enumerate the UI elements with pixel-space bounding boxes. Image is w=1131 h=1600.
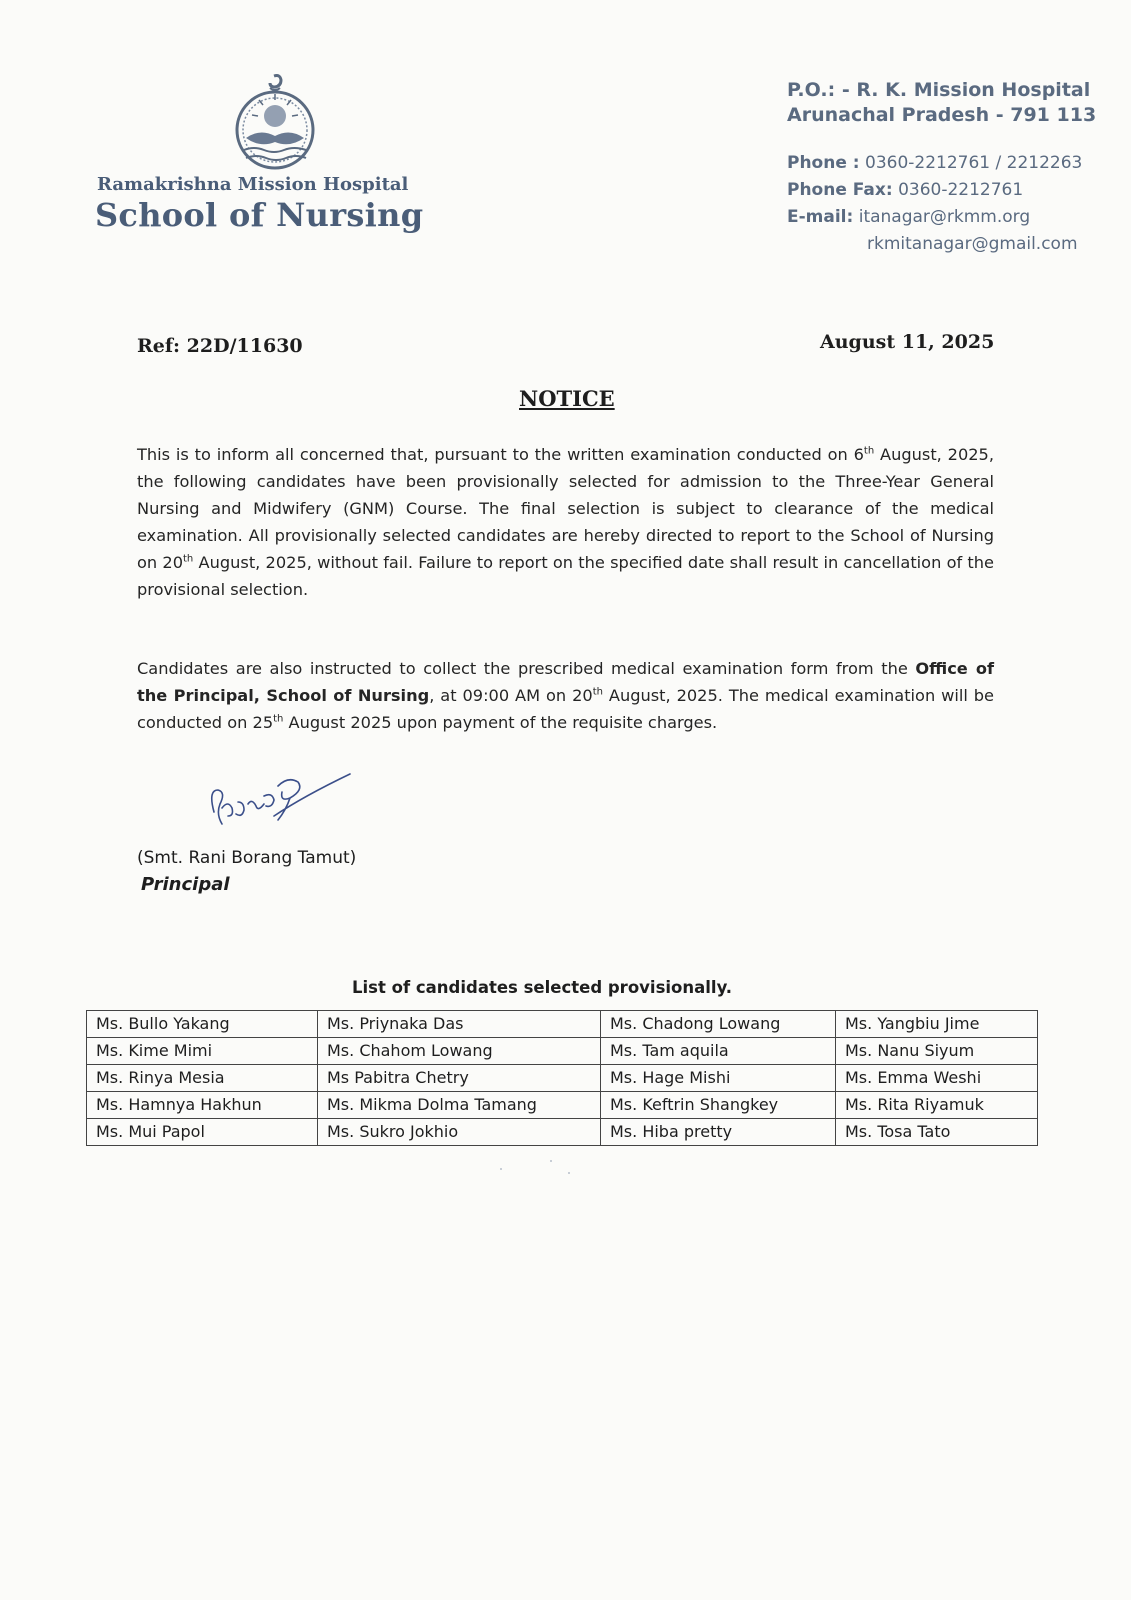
scan-speck xyxy=(500,1168,502,1170)
candidate-name-cell: Ms Pabitra Chetry xyxy=(318,1065,601,1092)
p1-text-a: This is to inform all concerned that, pursuant to the written examination conducted on 6 xyxy=(137,445,864,464)
candidates-list-title: List of candidates selected provisionally. xyxy=(352,978,733,997)
school-name: School of Nursing xyxy=(95,196,424,234)
candidate-name-cell: Ms. Tam aquila xyxy=(601,1038,836,1065)
signer-name: (Smt. Rani Borang Tamut) xyxy=(137,848,357,868)
p2-text-c: August, 2025. The medical examination will be conducted on 25 xyxy=(137,686,995,732)
candidate-name-cell: Ms. Emma Weshi xyxy=(836,1065,1038,1092)
phone-label: Phone : xyxy=(787,153,860,173)
p1-text-b: August, 2025, the following candidates have been provisionally selected for admission to the Three-Year General Nursing and Midwifery (GNM) Course. The final selection is subject to clearance of the medical examination. All provisionally selected candidates are hereby directed to report to the School of Nursing on 20 xyxy=(137,445,994,572)
table-row xyxy=(87,1092,1038,1119)
scan-speck xyxy=(550,1160,552,1162)
candidate-name-cell: Ms. Chahom Lowang xyxy=(318,1038,601,1065)
org-name: Ramakrishna Mission Hospital xyxy=(97,174,409,195)
postal-line-2: Arunachal Pradesh - 791 113 xyxy=(787,104,1097,126)
phone-row xyxy=(787,150,1107,177)
signer-title: Principal xyxy=(141,874,230,895)
notice-paragraph-2 xyxy=(137,655,994,736)
candidate-name-cell: Ms. Rinya Mesia xyxy=(87,1065,318,1092)
p1-sup-1: th xyxy=(863,445,875,457)
email-value-1: itanagar@rkmm.org xyxy=(858,207,1031,227)
email-label: E-mail: xyxy=(787,207,854,227)
candidate-name-cell: Ms. Mui Papol xyxy=(87,1119,318,1146)
p2-sup-1: th xyxy=(592,686,603,698)
p2-text-b: , at 09:00 AM on 20 xyxy=(429,686,593,705)
contact-block xyxy=(787,78,1107,258)
p2-text-a: Candidates are also instructed to collect the prescribed medical examination form from the xyxy=(137,659,916,678)
candidate-name-cell: Ms. Bullo Yakang xyxy=(87,1011,318,1038)
p2-bold-office: Office of the Principal, School of Nursing xyxy=(137,659,995,705)
table-row xyxy=(87,1011,1038,1038)
scan-speck xyxy=(568,1172,570,1174)
candidate-name-cell: Ms. Priynaka Das xyxy=(318,1011,601,1038)
candidate-name-cell: Ms. Mikma Dolma Tamang xyxy=(318,1092,601,1119)
candidate-name-cell: Ms. Yangbiu Jime xyxy=(836,1011,1038,1038)
email-row xyxy=(787,204,1107,231)
postal-line-1: P.O.: - R. K. Mission Hospital xyxy=(787,79,1091,101)
fax-row xyxy=(787,177,1107,204)
principal-signature xyxy=(208,772,358,842)
candidate-name-cell: Ms. Rita Riyamuk xyxy=(836,1092,1038,1119)
notice-title: NOTICE xyxy=(519,386,615,411)
fax-value: 0360-2212761 xyxy=(898,180,1024,200)
candidates-table xyxy=(86,1010,1038,1146)
p2-sup-2: th xyxy=(273,713,284,725)
table-row xyxy=(87,1038,1038,1065)
reference-number: Ref: 22D/11630 xyxy=(137,335,303,357)
notice-date: August 11, 2025 xyxy=(820,331,995,353)
candidate-name-cell: Ms. Sukro Jokhio xyxy=(318,1119,601,1146)
phone-value: 0360-2212761 / 2212263 xyxy=(865,153,1083,173)
candidate-name-cell: Ms. Kime Mimi xyxy=(87,1038,318,1065)
candidate-name-cell: Ms. Hiba pretty xyxy=(601,1119,836,1146)
mission-emblem-logo xyxy=(230,72,320,172)
candidate-name-cell: Ms. Nanu Siyum xyxy=(836,1038,1038,1065)
notice-paragraph-1 xyxy=(137,441,994,603)
fax-label: Phone Fax: xyxy=(787,180,893,200)
p1-sup-2: th xyxy=(183,553,194,565)
p2-text-d: August 2025 upon payment of the requisite charges. xyxy=(283,713,718,732)
candidate-name-cell: Ms. Keftrin Shangkey xyxy=(601,1092,836,1119)
email-value-2: rkmitanagar@gmail.com xyxy=(867,234,1078,254)
p1-text-c: August, 2025, without fail. Failure to report on the specified date shall result in cancellation of the provisional selection. xyxy=(137,553,994,599)
candidate-name-cell: Ms. Chadong Lowang xyxy=(601,1011,836,1038)
table-row xyxy=(87,1119,1038,1146)
candidate-name-cell: Ms. Hage Mishi xyxy=(601,1065,836,1092)
candidate-name-cell: Ms. Tosa Tato xyxy=(836,1119,1038,1146)
candidate-name-cell: Ms. Hamnya Hakhun xyxy=(87,1092,318,1119)
table-row xyxy=(87,1065,1038,1092)
